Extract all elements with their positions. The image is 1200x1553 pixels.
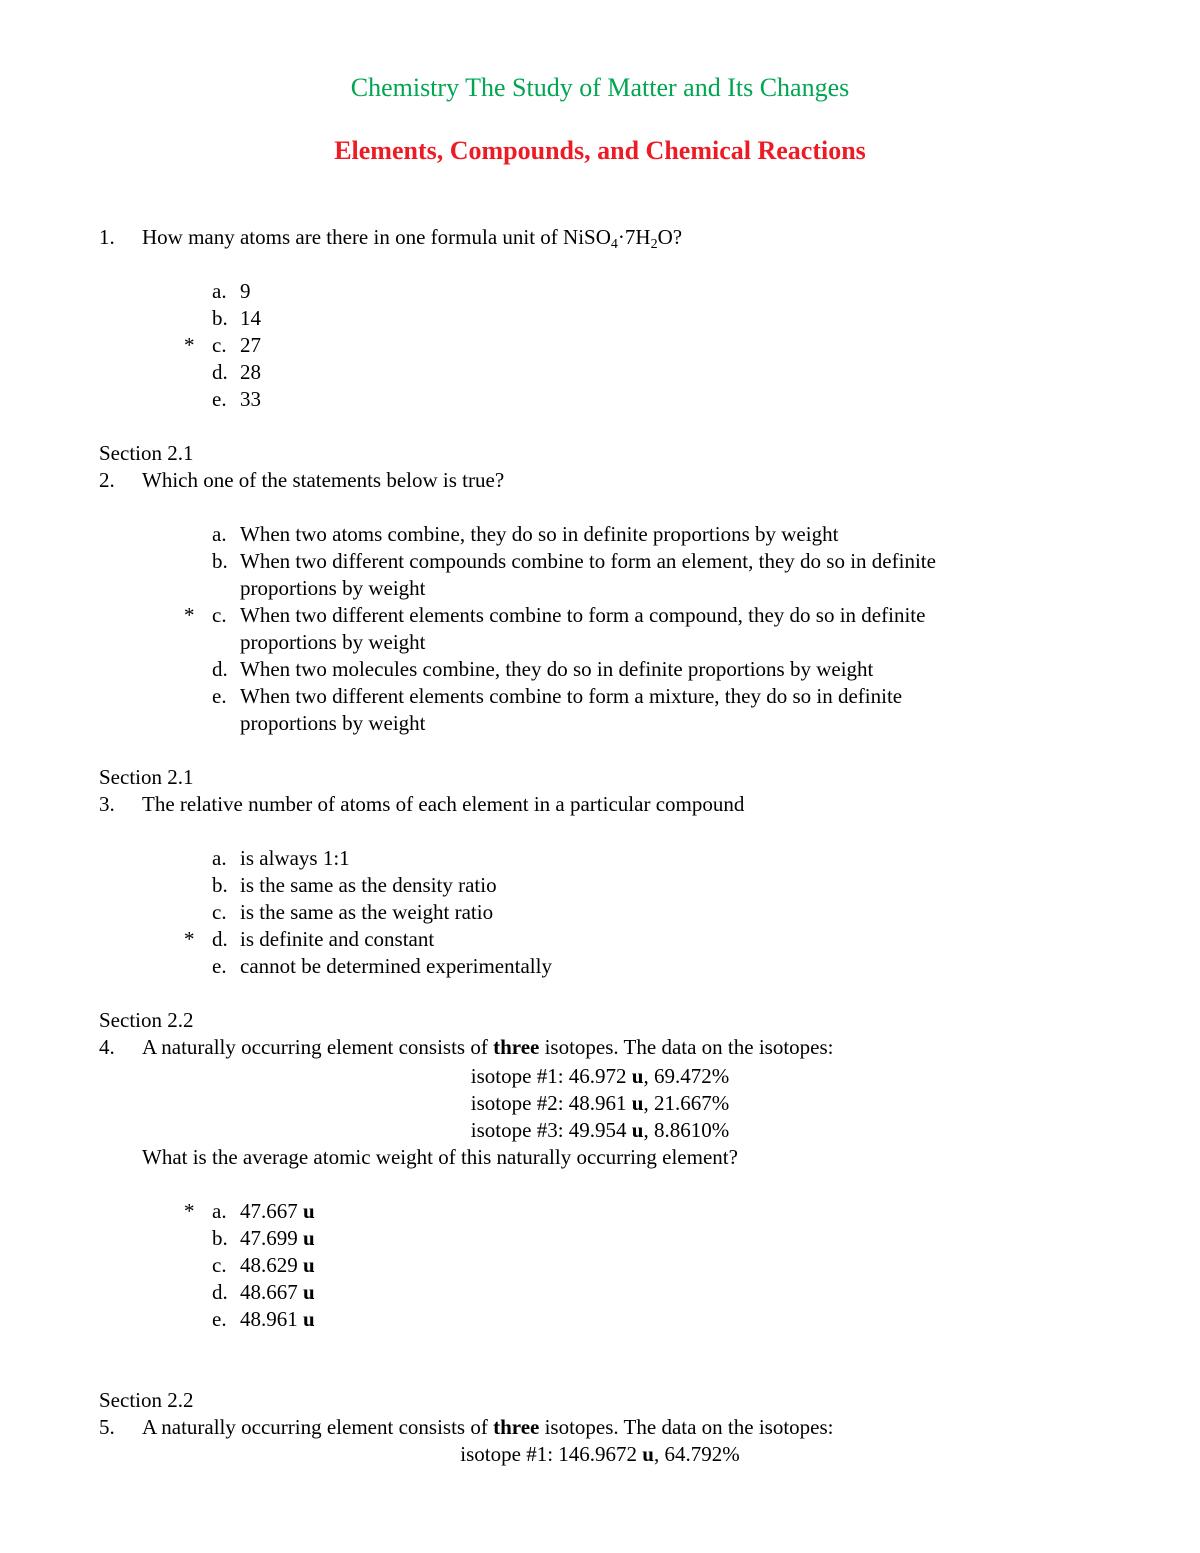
option-letter: c. [212,333,227,357]
option-text-continuation: proportions by weight [240,630,426,654]
option-text: When two atoms combine, they do so in definite proportions by weight [240,522,839,546]
option-letter: a. [212,279,227,303]
isotope-line: isotope #1: 146.9672 u, 64.792% [460,1442,740,1466]
correct-answer-marker: * [184,927,195,951]
option-text: 48.629 u [240,1253,315,1277]
option-text: When two different elements combine to form a mixture, they do so in definite [240,684,903,708]
option-letter: b. [212,549,228,573]
option-letter: c. [212,900,227,924]
option-text: is the same as the weight ratio [240,900,494,924]
option-text: When two molecules combine, they do so in definite proportions by weight [240,657,874,681]
option-text: cannot be determined experimentally [240,954,552,978]
question-1-text: How many atoms are there in one formula unit of $NiSO_4\cdot 7H_2O$? [142,225,683,252]
option-text: is always 1:1 [240,846,350,870]
option-text: is the same as the density ratio [240,873,497,897]
question-5-number: 5. [99,1415,115,1439]
option-letter: d. [212,360,228,384]
option-letter: e. [212,954,227,978]
option-text-continuation: proportions by weight [240,711,426,735]
option-letter: e. [212,387,227,411]
question-2-number: 2. [99,468,115,492]
isotope-line: isotope #1: 46.972 u, 69.472% [470,1064,730,1088]
section-label: Section 2.1 [99,765,194,789]
document-title: Elements, Compounds, and Chemical Reactions [334,136,866,165]
section-label: Section 2.2 [99,1008,194,1032]
option-letter: d. [212,1280,228,1304]
section-label: Section 2.2 [99,1388,194,1412]
option-text: When two different compounds combine to form an element, they do so in definite [240,549,936,573]
question-4-text: A naturally occurring element consists of three isotopes. The data on the isotopes: [142,1035,834,1059]
question-2-text: Which one of the statements below is true? [142,468,505,492]
question-1-number: 1. [99,225,115,249]
isotope-line: isotope #3: 49.954 u, 8.8610% [470,1118,730,1142]
isotope-line: isotope #2: 48.961 u, 21.667% [470,1091,730,1115]
question-3-number: 3. [99,792,115,816]
option-letter: d. [212,657,228,681]
option-text-continuation: proportions by weight [240,576,426,600]
question-4-number: 4. [99,1035,115,1059]
correct-answer-marker: * [184,333,195,357]
option-text: 27 [240,333,261,357]
option-text: 48.667 u [240,1280,315,1304]
option-letter: c. [212,603,227,627]
option-text: is definite and constant [240,927,435,951]
option-text: 47.699 u [240,1226,315,1250]
option-letter: b. [212,1226,228,1250]
option-letter: b. [212,306,228,330]
option-letter: e. [212,1307,227,1331]
option-letter: a. [212,1199,227,1223]
option-text: 33 [240,387,261,411]
option-letter: b. [212,873,228,897]
option-letter: e. [212,684,227,708]
question-3-text: The relative number of atoms of each element in a particular compound [142,792,745,816]
option-text: 28 [240,360,261,384]
option-text: 14 [240,306,261,330]
option-text: 48.961 u [240,1307,315,1331]
option-letter: d. [212,927,228,951]
document-subtitle: Chemistry The Study of Matter and Its Changes [350,73,850,102]
option-letter: c. [212,1253,227,1277]
option-text: 47.667 u [240,1199,315,1223]
option-text: 9 [240,279,251,303]
option-text: When two different elements combine to form a compound, they do so in definite [240,603,926,627]
question-4-prompt: What is the average atomic weight of this naturally occurring element? [142,1145,738,1169]
question-5-text: A naturally occurring element consists of three isotopes. The data on the isotopes: [142,1415,834,1439]
option-letter: a. [212,846,227,870]
section-label: Section 2.1 [99,441,194,465]
correct-answer-marker: * [184,1199,195,1223]
correct-answer-marker: * [184,603,195,627]
option-letter: a. [212,522,227,546]
